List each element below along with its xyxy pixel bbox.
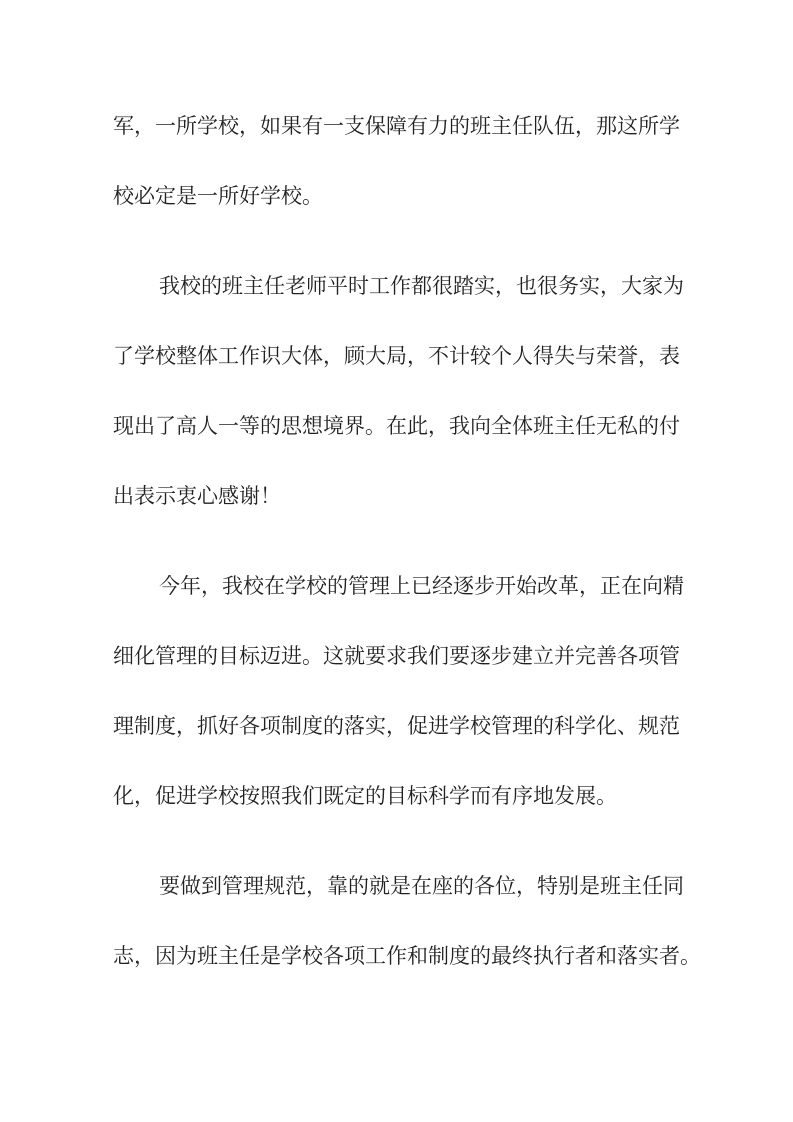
text-line: 细化管理的目标迈进。这就要求我们要逐步建立并完善各项管 (113, 645, 680, 668)
text-line: 志，因为班主任是学校各项工作和制度的最终执行者和落实者。 (113, 945, 701, 968)
text-line: 军，一所学校，如果有一支保障有力的班主任队伍，那这所学 (113, 115, 680, 138)
text-line: 了学校整体工作识大体，顾大局，不计较个人得失与荣誉，表 (113, 345, 680, 368)
paragraph (113, 552, 684, 832)
text-line: 现出了高人一等的思想境界。在此，我向全体班主任无私的付 (113, 415, 680, 438)
paragraph (113, 852, 701, 992)
text-line: 今年，我校在学校的管理上已经逐步开始改革，正在向精 (159, 575, 684, 598)
text-line: 出表示衷心感谢！ (113, 485, 281, 508)
text-line: 理制度，抓好各项制度的落实，促进学校管理的科学化、规范 (113, 715, 680, 738)
text-line: 我校的班主任老师平时工作都很踏实，也很务实，大家为 (159, 275, 684, 298)
text-line: 校必定是一所好学校。 (113, 185, 323, 208)
text-line: 要做到管理规范，靠的就是在座的各位，特别是班主任同 (159, 875, 684, 898)
paragraph (113, 252, 684, 532)
text-line: 化，促进学校按照我们既定的目标科学而有序地发展。 (113, 785, 617, 808)
paragraph (113, 92, 680, 232)
